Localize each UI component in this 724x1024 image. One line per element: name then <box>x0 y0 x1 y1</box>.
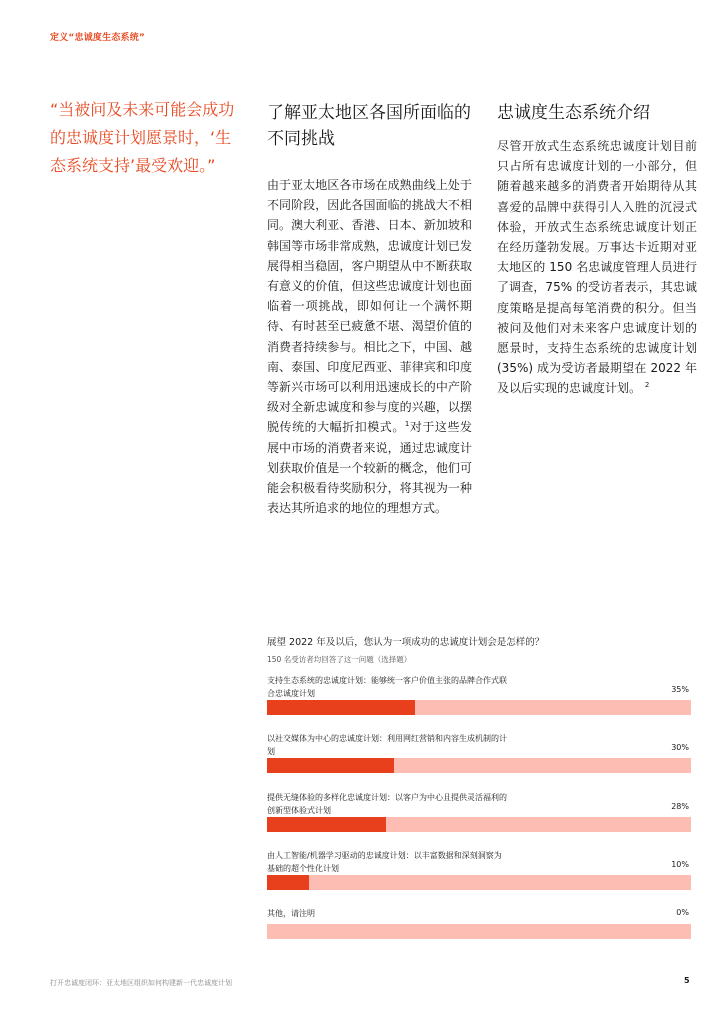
page-number: 5 <box>684 976 690 985</box>
survey-bar-fill <box>267 817 386 832</box>
survey-item-value: 30% <box>671 743 689 752</box>
survey-item-value: 10% <box>671 860 689 869</box>
survey-bar-track <box>267 758 691 773</box>
challenges-body <box>267 175 472 518</box>
survey-bar-fill <box>267 700 415 715</box>
section-label: 定义“忠诚度生态系统” <box>50 33 146 43</box>
survey-item-label: 其他，请注明 <box>267 909 315 918</box>
survey-note: 150 名受访者均回答了这一问题（选择题） <box>267 655 412 664</box>
survey-bar-track <box>267 700 691 715</box>
survey-item-label: 以社交媒体为中心的忠诚度计划：利用网红营销和内容生成机制的计划 <box>267 734 507 756</box>
survey-bar-fill <box>267 758 394 773</box>
survey-question: 展望 2022 年及以后，您认为一项成功的忠诚度计划会是怎样的？ <box>267 637 545 648</box>
survey-chart <box>267 636 691 918</box>
survey-item-label: 支持生态系统的忠诚度计划：能够统一客户价值主张的品牌合作式联合忠诚度计划 <box>267 676 507 698</box>
challenges-body-text: 由于亚太地区各市场在成熟曲线上处于不同阶段，因此各国面临的挑战大不相同。澳大利亚、香港、日本、新加坡和韩国等市场非常成熟，忠诚度计划已发展得相当稳固，客户期望从中不断获取有意义的价值，但这些忠诚度计划也面临着一项挑战，即如何让一个满怀期待、有时甚至已疲惫不堪、渴望价值的消费者持续参与。相比之下，中国、越南、泰国、印度尼西亚、菲律宾和印度等新兴市场可以利用迅速成长的中产阶级对全新忠诚度和参与度的兴趣，以摆脱传统的大幅折扣模式。 <box>267 178 472 435</box>
ecosystem-body-text: 尽管开放式生态系统忠诚度计划目前只占所有忠诚度计划的一小部分，但随着越来越多的消费者开始期待从其喜爱的品牌中获得引人入胜的沉浸式体验，开放式生态系统忠诚度计划正在经历蓬勃发展。万事达卡近期对亚太地区的 150 名忠诚度管理人员进行了调查，75% 的受访者表示，其忠诚度策略是提高每笔消费的积分。但当被问及他们对未来客户忠诚度计划的愿景时，支持生态系统的忠诚度计划 (35%) 成为受访者最期望在 2022 年及以后实现的忠诚度计划。 <box>497 139 697 396</box>
survey-item-value: 28% <box>671 802 689 811</box>
pull-quote: “当被问及未来可能会成功的忠诚度计划愿景时，‘生态系统支持’最受欢迎。” <box>50 100 235 175</box>
survey-item-label: 提供无缝体验的多样化忠诚度计划：以客户为中心且提供灵活福利的创新型体验式计划 <box>267 793 507 815</box>
survey-item-value: 0% <box>676 908 689 917</box>
survey-bar-track <box>267 924 691 939</box>
footer-doc-title: 打开忠诚度闭环：亚太地区组织如何构建新一代忠诚度计划 <box>50 979 232 987</box>
survey-bar-track <box>267 817 691 832</box>
challenges-body-text-cont: 对于这些发展中市场的消费者来说，通过忠诚度计划获取价值是一个较新的概念，他们可能会积极看待奖励积分，将其视为一种表达其所追求的地位的理想方式。 <box>267 420 472 516</box>
survey-item-value: 35% <box>671 685 689 694</box>
survey-item-label: 由人工智能/机器学习驱动的忠诚度计划：以丰富数据和深刻洞察为基础的超个性化计划 <box>267 851 502 873</box>
survey-bar-track <box>267 875 691 890</box>
footnote-ref-1[interactable]: 1 <box>404 420 410 429</box>
ecosystem-body <box>497 136 697 399</box>
footnote-ref-2[interactable]: 2 <box>644 381 650 390</box>
survey-bar-fill <box>267 875 309 890</box>
ecosystem-heading: 忠诚度生态系统介绍 <box>497 103 650 123</box>
challenges-heading: 了解亚太地区各国所面临的不同挑战 <box>267 103 471 149</box>
